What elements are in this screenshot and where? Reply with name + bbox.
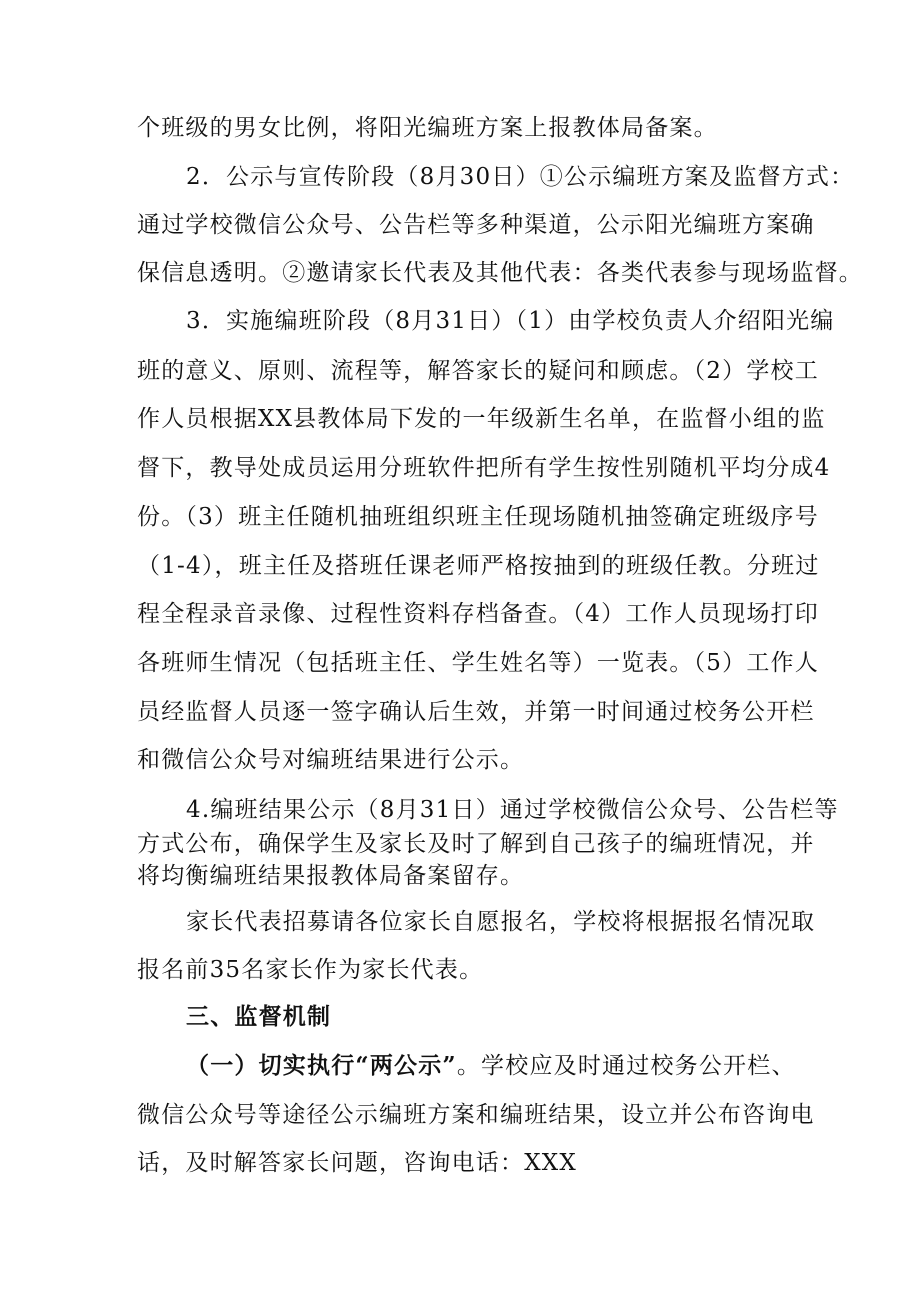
text-line: 和微信公众号对编班结果进行公示。 [137, 747, 525, 773]
text-line [186, 1051, 796, 1081]
text-line: 班的意义、原则、流程等，解答家长的疑问和顾虑。（2）学校工 [137, 358, 819, 384]
section-heading: 三、监督机制 [186, 1003, 332, 1030]
text-line: 各班师生情况（包括班主任、学生姓名等）一览表。（5）工作人 [137, 650, 819, 676]
text-line: 程全程录音录像、过程性资料存档备查。（4）工作人员现场打印 [137, 601, 819, 627]
text-line: 2．公示与宣传阶段（8月30日）①公示编班方案及监督方式： [186, 164, 855, 190]
text-line: 通过学校微信公众号、公告栏等多种渠道，公示阳光编班方案确 [137, 212, 815, 238]
text-line: （1-4），班主任及搭班任课老师严格按抽到的班级任教。分班过 [137, 553, 820, 579]
text-line: 4.编班结果公示（8月31日）通过学校微信公众号、公告栏等 [186, 797, 839, 823]
text-line: 作人员根据XX县教体局下发的一年级新生名单，在监督小组的监 [137, 406, 826, 432]
text-line: 家长代表招募请各位家长自愿报名，学校将根据报名情况取 [186, 909, 816, 935]
text-line: 保信息透明。②邀请家长代表及其他代表：各类代表参与现场监督。 [137, 260, 863, 286]
text-segment: 。学校应及时通过校务公开栏、 [456, 1053, 796, 1079]
text-line: 个班级的男女比例，将阳光编班方案上报教体局备案。 [137, 115, 718, 141]
text-line: 话，及时解答家长问题，咨询电话：XXX [137, 1150, 577, 1176]
text-line: 份。（3）班主任随机抽班组织班主任现场随机抽签确定班级序号 [137, 504, 819, 530]
text-line: 员经监督人员逐一签字确认后生效，并第一时间通过校务公开栏 [137, 699, 815, 725]
text-line: 将均衡编班结果报教体局备案留存。 [137, 863, 525, 889]
text-line: 微信公众号等途径公示编班方案和编班结果，设立并公布咨询电 [137, 1102, 815, 1128]
text-line: 报名前35名家长作为家长代表。 [137, 957, 484, 983]
text-line: 3．实施编班阶段（8月31日）（1）由学校负责人介绍阳光编 [186, 308, 835, 334]
text-line: 督下，教导处成员运用分班软件把所有学生按性别随机平均分成4 [137, 455, 831, 481]
subsection-heading: （一）切实执行“两公示” [186, 1052, 457, 1079]
text-line: 方式公布，确保学生及家长及时了解到自己孩子的编班情况，并 [137, 831, 815, 857]
